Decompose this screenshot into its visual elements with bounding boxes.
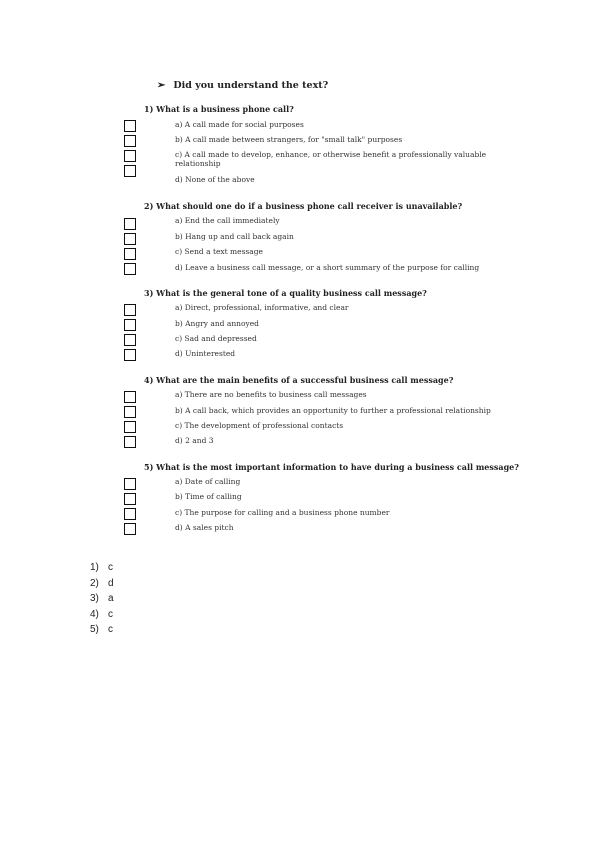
checkbox-q2-d[interactable] (124, 263, 136, 275)
checkbox-q2-a[interactable] (124, 218, 136, 230)
answer-item (90, 576, 114, 592)
question-4: 4) What are the main benefits of a successful business call message? (144, 375, 454, 385)
option-q3-d: d) Uninterested (175, 349, 236, 358)
option-q3-c: c) Sad and depressed (175, 334, 257, 343)
option-q4-d: d) 2 and 3 (175, 436, 214, 445)
answer-number: 4) (90, 608, 99, 620)
answer-value: c (108, 624, 113, 636)
option-q2-b: b) Hang up and call back again (175, 232, 294, 241)
answer-item (90, 560, 114, 576)
option-q4-b: b) A call back, which provides an opportunity to further a professional relationship (175, 406, 491, 415)
checkbox-q4-b[interactable] (124, 406, 136, 418)
answer-value: d (108, 577, 114, 589)
answer-number: 1) (90, 562, 99, 574)
option-q2-d: d) Leave a business call message, or a short summary of the purpose for calling (175, 263, 480, 272)
section-heading-text: Did you understand the text? (173, 80, 329, 91)
answer-item (90, 591, 114, 607)
option-q1-d: d) None of the above (175, 175, 255, 184)
option-q1-c: c) A call made to develop, enhance, or otherwise benefit a professionally valuable relationship (175, 150, 487, 168)
option-q4-a: a) There are no benefits to business call messages (175, 390, 367, 399)
option-q2-c: c) Send a text message (175, 247, 263, 256)
answer-value: c (108, 608, 113, 620)
checkbox-q5-a[interactable] (124, 478, 136, 490)
option-q1-b: b) A call made between strangers, for "small talk" purposes (175, 135, 403, 144)
question-3: 3) What is the general tone of a quality business call message? (144, 288, 427, 298)
option-q5-b: b) Time of calling (175, 492, 242, 501)
option-q1-a: a) A call made for social purposes (175, 120, 304, 129)
section-heading (157, 80, 328, 91)
question-2: 2) What should one do if a business phone call receiver is unavailable? (144, 201, 463, 211)
answer-value: c (108, 562, 113, 574)
checkbox-q1-d[interactable] (124, 165, 136, 177)
option-q5-a: a) Date of calling (175, 477, 241, 486)
checkbox-q2-b[interactable] (124, 233, 136, 245)
option-q5-c: c) The purpose for calling and a business phone number (175, 508, 390, 517)
checkbox-q5-b[interactable] (124, 493, 136, 505)
option-q3-a: a) Direct, professional, informative, and clear (175, 303, 349, 312)
checkbox-q4-d[interactable] (124, 436, 136, 448)
checkbox-q1-a[interactable] (124, 120, 136, 132)
checkbox-q3-b[interactable] (124, 319, 136, 331)
arrow-bullet-icon: ➢ (157, 80, 166, 91)
option-q4-c: c) The development of professional contacts (175, 421, 344, 430)
question-5: 5) What is the most important information to have during a business call message? (144, 462, 519, 472)
answer-number: 5) (90, 624, 99, 636)
option-q3-b: b) Angry and annoyed (175, 319, 259, 328)
checkbox-q3-a[interactable] (124, 304, 136, 316)
checkbox-q5-d[interactable] (124, 523, 136, 535)
answer-item (90, 622, 114, 638)
answer-number: 2) (90, 577, 99, 589)
answer-value: a (108, 593, 114, 605)
checkbox-q1-b[interactable] (124, 135, 136, 147)
checkbox-q2-c[interactable] (124, 248, 136, 260)
answer-number: 3) (90, 593, 99, 605)
option-q5-d: d) A sales pitch (175, 523, 234, 532)
option-q2-a: a) End the call immediately (175, 216, 280, 225)
checkbox-q3-d[interactable] (124, 349, 136, 361)
checkbox-q1-c[interactable] (124, 150, 136, 162)
checkbox-q3-c[interactable] (124, 334, 136, 346)
answer-item (90, 607, 114, 623)
checkbox-q4-a[interactable] (124, 391, 136, 403)
checkbox-q4-c[interactable] (124, 421, 136, 433)
answer-key (90, 560, 114, 638)
checkbox-q5-c[interactable] (124, 508, 136, 520)
question-1: 1) What is a business phone call? (144, 104, 294, 114)
